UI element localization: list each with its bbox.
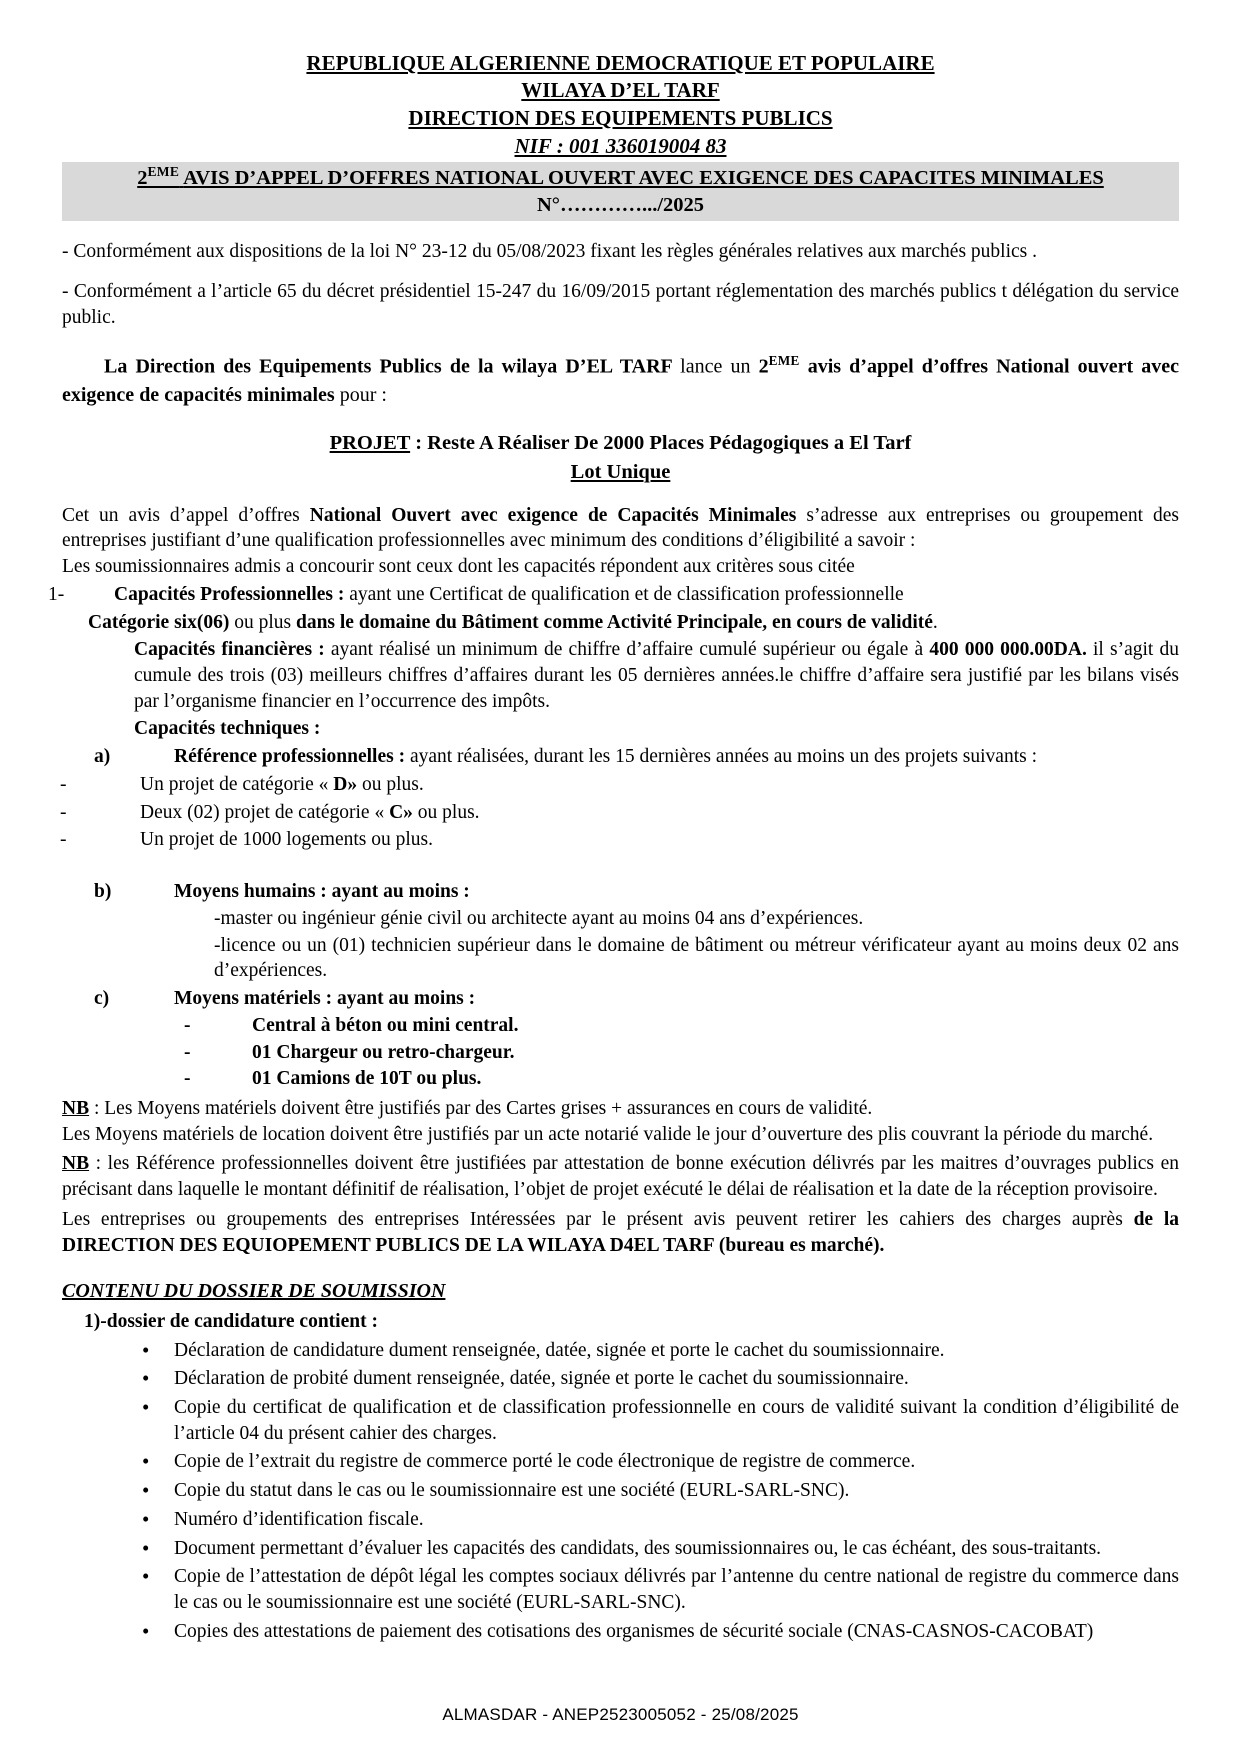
financial-amount: 400 000 000.00DA. (929, 639, 1087, 661)
material-means-2 (184, 1040, 1179, 1066)
withdrawal-paragraph (62, 1207, 1179, 1258)
list-item: • Copie du statut dans le cas ou le soumissionnaire est une société (EURL-SARL-SNC). (174, 1478, 1179, 1504)
human-means-1: -master ou ingénieur génie civil ou architecte ayant au moins 04 ans d’expériences. (214, 907, 864, 929)
notice-ordinal-suffix: EME (147, 164, 180, 180)
page-footer: ALMASDAR - ANEP2523005052 - 25/08/2025 (442, 1704, 799, 1724)
nb-note-1 (62, 1096, 1179, 1122)
material-means-2-text: 01 Chargeur ou retro-chargeur. (252, 1041, 515, 1063)
category-domain: dans le domaine du Bâtiment comme Activité Principale, en cours de validité (295, 611, 933, 633)
dash-marker: - (60, 773, 67, 795)
header-line-republic: REPUBLIQUE ALGERIENNE DEMOCRATIQUE ET POPULAIRE (306, 51, 935, 75)
criteria-category (88, 610, 1179, 636)
material-means-3 (184, 1066, 1179, 1092)
project-lot: Lot Unique (570, 460, 671, 483)
item-c-label: Moyens matériels : ayant au moins : (174, 988, 476, 1010)
criteria-text-professional: ayant une Certificat de qualification et de classification professionnelle (344, 583, 904, 605)
reference-1-cat: D» (333, 773, 358, 795)
reference-2-text-b: ou plus. (412, 801, 480, 823)
notice-ordinal: 2 (137, 167, 148, 190)
list-item: • Déclaration de probité dument renseignée, datée, signée et porte le cachet du soumissionnaire. (174, 1366, 1179, 1392)
eligibility-text-1: Cet un avis d’appel d’offres (62, 504, 310, 526)
header-nif: NIF : 001 336019004 83 (514, 133, 727, 158)
reference-2-cat: C» (389, 801, 413, 823)
announcement-verb: lance un (680, 356, 751, 379)
nb-note-2 (62, 1151, 1179, 1202)
eligibility-criteria-note: Les soumissionnaires admis a concourir sont ceux dont les capacités répondent aux critères sous citée (62, 556, 855, 578)
dash-marker: - (184, 1041, 191, 1063)
legal-reference-1: - Conformément aux dispositions de la loi N° 23-12 du 05/08/2023 fixant les règles générales relatives aux marchés publics . (62, 241, 1037, 263)
eligibility-highlight: National Ouvert avec exigence de Capacités Minimales (309, 504, 797, 526)
project-title: : Reste A Réaliser De 2000 Places Pédagogiques a El Tarf (415, 432, 912, 455)
reference-dash-1 (60, 772, 1179, 798)
reference-3-text: Un projet de 1000 logements ou plus. (140, 829, 434, 851)
item-b-label: Moyens humains : ayant au moins : (174, 881, 470, 903)
item-a-label: Référence professionnelles : (174, 746, 406, 768)
dash-marker: - (60, 829, 67, 851)
list-item: • Document permettant d’évaluer les capacités des candidats, des soumissionnaires ou, le cas échéant, des sous-traitants. (174, 1536, 1179, 1562)
withdrawal-office: de la DIRECTION DES EQUIOPEMENT PUBLICS DE LA WILAYA D4EL TARF (bureau es marché). (62, 1208, 1179, 1256)
human-means-2: -licence ou un (01) technicien supérieur dans le domaine de bâtiment ou métreur vérificateur ayant au moins deux 02 ans d’expériences. (214, 934, 1179, 982)
criteria-item-professional (48, 582, 1179, 608)
material-means-1-text: Central à béton ou mini central. (252, 1014, 519, 1036)
criteria-number: 1- (48, 583, 65, 605)
criteria-label-professional: Capacités Professionnelles : (114, 583, 345, 605)
nb-label-1: NB (62, 1098, 90, 1119)
technical-item-a (94, 744, 1179, 770)
list-item: • Copie de l’attestation de dépôt légal les comptes sociaux délivrés par l’antenne du centre national de registre du commerce dans le cas ou le soumissionnaire est une société (EURL-SARL-SNC). (174, 1564, 1179, 1615)
nb-text-2: : les Référence professionnelles doivent être justifiées par attestation de bonne exécution délivrés par les maitres d’ouvrages publics en précisant dans laquelle le montant définitif de réalisation, l’objet de projet exécuté le délai de réalisation et la date de la réception provisoire. (62, 1153, 1179, 1201)
item-a-letter: a) (94, 746, 111, 768)
dash-marker: - (60, 801, 67, 823)
criteria-technical-label (134, 716, 1179, 742)
nb-text-1: : Les Moyens matériels doivent être justifiés par des Cartes grises + assurances en cours de validité. (89, 1098, 873, 1119)
announcement-type: avis d’appel d’offres National ouvert avec exigence de capacités minimales (62, 356, 1180, 406)
announcement-authority: La Direction des Equipements Publics de la wilaya D’EL TARF (104, 356, 672, 379)
reference-1-text-b: ou plus. (357, 773, 424, 795)
reference-dash-3 (60, 827, 1179, 853)
category-period: . (932, 611, 938, 633)
list-item: • Déclaration de candidature dument renseignée, datée, signée et porte le cachet du soumissionnaire. (174, 1338, 1179, 1364)
dossier-subtitle: 1)-dossier de candidature contient : (84, 1310, 378, 1332)
notice-number: N°………….../2025 (536, 194, 705, 217)
header-line-direction: DIRECTION DES EQUIPEMENTS PUBLICS (408, 105, 833, 130)
reference-1-text-a: Un projet de catégorie « (140, 773, 334, 795)
financial-text-3: le chiffre d’affaire sera justifié par les bilans visés par l’organisme financier en l’occurrence des impôts. (134, 664, 1179, 712)
technical-item-c (94, 986, 1179, 1012)
criteria-financial (134, 637, 1179, 714)
eligibility-paragraph (62, 503, 1179, 554)
item-c-letter: c) (94, 988, 110, 1010)
list-item: • Copies des attestations de paiement des cotisations des organismes de sécurité sociale (CNAS-CASNOS-CACOBAT) (174, 1619, 1179, 1645)
material-means-3-text: 01 Camions de 10T ou plus. (252, 1068, 482, 1090)
nb-label-2: NB (62, 1153, 90, 1175)
reference-dash-2 (60, 800, 1179, 826)
reference-2-text-a: Deux (02) projet de catégorie « (140, 801, 390, 823)
material-means-1 (184, 1013, 1179, 1039)
technical-label: Capacités techniques : (134, 718, 321, 740)
announcement-tail: pour : (339, 383, 387, 406)
header-line-wilaya: WILAYA D’EL TARF (521, 78, 720, 103)
category-value: Catégorie six(06) (88, 611, 230, 633)
list-item: • Numéro d’identification fiscale. (174, 1507, 1179, 1533)
dash-marker: - (184, 1068, 191, 1090)
financial-text-1: ayant réalisé un minimum de chiffre d’affaire cumulé supérieur ou égale à (324, 639, 930, 661)
withdrawal-text: Les entreprises ou groupements des entreprises Intéressées par le présent avis peuvent retirer les cahiers des charges auprès (62, 1208, 1134, 1230)
dash-marker: - (184, 1014, 191, 1036)
document-header (62, 50, 1179, 221)
list-item: • Copie de l’extrait du registre de commerce porté le code électronique de registre de commerce. (174, 1449, 1179, 1475)
technical-item-b (94, 879, 1179, 905)
legal-reference-2: - Conformément a l’article 65 du décret présidentiel 15-247 du 16/09/2015 portant réglementation des marchés publics t délégation du service public. (62, 280, 1179, 328)
category-or: ou plus (229, 611, 296, 633)
announcement-lead (62, 352, 1179, 409)
item-a-text: ayant réalisées, durant les 15 dernières années au moins un des projets suivants : (405, 746, 1038, 768)
item-b-letter: b) (94, 881, 112, 903)
eligibility-text-2: s’adresse aux entreprises ou groupement des entreprises justifiant d’une qualification professionnelles avec minimum des conditions d’éligibilité a savoir : (62, 504, 1180, 552)
notice-title: AVIS D’APPEL D’OFFRES NATIONAL OUVERT AVEC EXIGENCE DES CAPACITES MINIMALES (183, 167, 1104, 190)
financial-label: Capacités financières : (134, 639, 325, 661)
nb-note-1-cont: Les Moyens matériels de location doivent être justifiés par un acte notarié valide le jour d’ouverture des plis couvrant la période du marché. (62, 1123, 1154, 1145)
financial-text-2: il s’agit du cumule des trois (03) meilleurs chiffres d’affaires durant les 05 dernières années. (134, 639, 1180, 686)
announcement-ordinal: 2 (758, 356, 769, 379)
dossier-list (62, 1338, 1179, 1645)
list-item: • Copie du certificat de qualification et de classification professionnelle en cours de validité suivant la condition d’éligibilité de l’article 04 du présent cahier des charges. (174, 1395, 1179, 1446)
announcement-ordinal-suffix: EME (768, 353, 800, 369)
project-label: PROJET (329, 432, 411, 455)
header-notice-banner (62, 162, 1179, 221)
project-block (62, 429, 1179, 486)
dossier-section-title: CONTENU DU DOSSIER DE SOUMISSION (62, 1280, 446, 1303)
